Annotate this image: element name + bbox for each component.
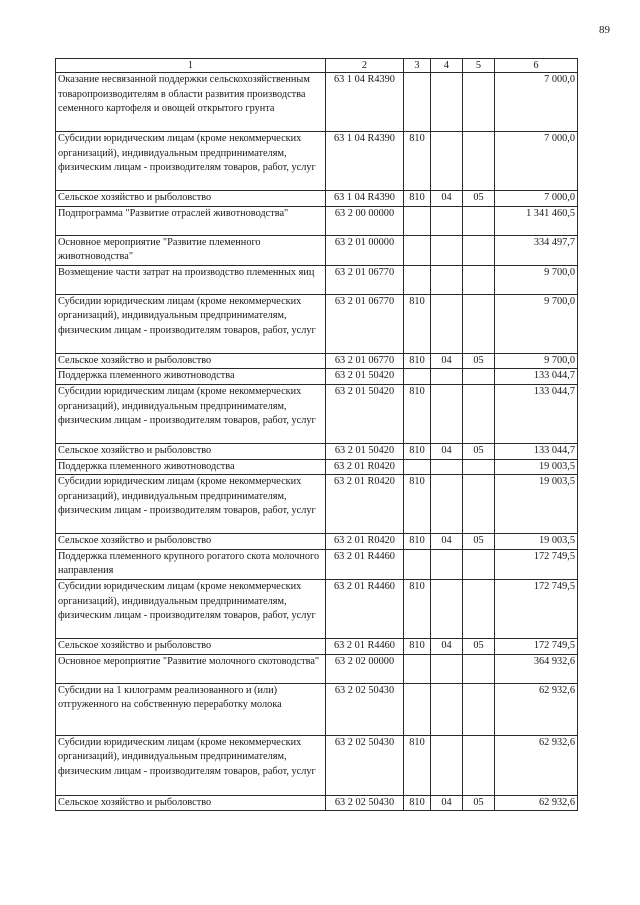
- row-rz-cell: 04: [431, 353, 463, 369]
- row-amount-cell: 19 003,5: [495, 534, 578, 550]
- row-name-cell: Сельское хозяйство и рыболовство: [56, 638, 326, 654]
- row-code-cell: 63 2 02 50430: [326, 735, 404, 795]
- row-rz-cell: 04: [431, 795, 463, 811]
- row-pr-cell: 05: [463, 353, 495, 369]
- row-amount-cell: 19 003,5: [495, 475, 578, 534]
- row-vr-cell: 810: [404, 384, 431, 443]
- row-code-cell: 63 2 01 00000: [326, 235, 404, 265]
- row-pr-cell: [463, 206, 495, 235]
- row-name-cell: Поддержка племенного крупного рогатого скота молочного направления: [56, 549, 326, 579]
- row-pr-cell: 05: [463, 534, 495, 550]
- table-row: [56, 235, 578, 265]
- table-row: [56, 265, 578, 294]
- table-row: [56, 534, 578, 550]
- header-row: [56, 59, 578, 73]
- row-vr-cell: [404, 265, 431, 294]
- row-amount-cell: 334 497,7: [495, 235, 578, 265]
- row-code-cell: 63 1 04 R4390: [326, 73, 404, 132]
- row-name-cell: Субсидии юридическим лицам (кроме некоммерческих организаций), индивидуальным предпринимателям, физическим лицам - производителям товаров, работ, услуг: [56, 475, 326, 534]
- row-name-cell: Субсидии юридическим лицам (кроме некоммерческих организаций), индивидуальным предпринимателям, физическим лицам - производителям товаров, работ, услуг: [56, 735, 326, 795]
- row-rz-cell: [431, 206, 463, 235]
- row-code-cell: 63 2 02 50430: [326, 795, 404, 811]
- budget-table: [55, 58, 578, 811]
- row-code-cell: 63 2 01 R4460: [326, 549, 404, 579]
- row-vr-cell: [404, 73, 431, 132]
- table-row: [56, 683, 578, 735]
- row-vr-cell: [404, 654, 431, 683]
- row-name-cell: Подпрограмма "Развитие отраслей животноводства": [56, 206, 326, 235]
- row-name-cell: Сельское хозяйство и рыболовство: [56, 353, 326, 369]
- row-rz-cell: 04: [431, 638, 463, 654]
- row-code-cell: 63 2 01 R0420: [326, 534, 404, 550]
- row-rz-cell: 04: [431, 443, 463, 459]
- row-name-cell: Поддержка племенного животноводства: [56, 369, 326, 385]
- row-pr-cell: [463, 294, 495, 353]
- row-vr-cell: 810: [404, 132, 431, 191]
- table-row: [56, 191, 578, 207]
- row-rz-cell: [431, 265, 463, 294]
- row-amount-cell: 364 932,6: [495, 654, 578, 683]
- table-row: [56, 735, 578, 795]
- row-rz-cell: 04: [431, 191, 463, 207]
- row-code-cell: 63 2 01 R4460: [326, 579, 404, 638]
- column-header: 1: [56, 59, 326, 73]
- row-pr-cell: 05: [463, 191, 495, 207]
- row-vr-cell: [404, 206, 431, 235]
- table-row: [56, 206, 578, 235]
- row-rz-cell: [431, 735, 463, 795]
- row-rz-cell: [431, 369, 463, 385]
- row-pr-cell: [463, 384, 495, 443]
- row-name-cell: Возмещение части затрат на производство племенных яиц: [56, 265, 326, 294]
- row-name-cell: Сельское хозяйство и рыболовство: [56, 443, 326, 459]
- row-pr-cell: [463, 549, 495, 579]
- row-code-cell: 63 2 01 06770: [326, 265, 404, 294]
- row-name-cell: Основное мероприятие "Развитие племенного животноводства": [56, 235, 326, 265]
- row-name-cell: Сельское хозяйство и рыболовство: [56, 534, 326, 550]
- row-pr-cell: 05: [463, 795, 495, 811]
- table-row: [56, 443, 578, 459]
- row-rz-cell: [431, 459, 463, 475]
- table-row: [56, 579, 578, 638]
- row-amount-cell: 172 749,5: [495, 549, 578, 579]
- row-pr-cell: [463, 475, 495, 534]
- row-name-cell: Субсидии юридическим лицам (кроме некоммерческих организаций), индивидуальным предпринимателям, физическим лицам - производителям товаров, работ, услуг: [56, 132, 326, 191]
- row-pr-cell: 05: [463, 443, 495, 459]
- column-header: 5: [463, 59, 495, 73]
- row-name-cell: Сельское хозяйство и рыболовство: [56, 191, 326, 207]
- table-row: [56, 132, 578, 191]
- row-amount-cell: 7 000,0: [495, 73, 578, 132]
- row-pr-cell: [463, 579, 495, 638]
- row-amount-cell: 62 932,6: [495, 795, 578, 811]
- table-row: [56, 654, 578, 683]
- row-rz-cell: [431, 235, 463, 265]
- row-vr-cell: [404, 549, 431, 579]
- row-amount-cell: 133 044,7: [495, 384, 578, 443]
- row-vr-cell: [404, 369, 431, 385]
- row-amount-cell: 7 000,0: [495, 191, 578, 207]
- table-row: [56, 459, 578, 475]
- row-vr-cell: 810: [404, 534, 431, 550]
- row-vr-cell: 810: [404, 475, 431, 534]
- row-pr-cell: [463, 132, 495, 191]
- row-pr-cell: [463, 235, 495, 265]
- row-name-cell: Субсидии юридическим лицам (кроме некоммерческих организаций), индивидуальным предпринимателям, физическим лицам - производителям товаров, работ, услуг: [56, 384, 326, 443]
- row-pr-cell: [463, 654, 495, 683]
- row-vr-cell: 810: [404, 353, 431, 369]
- row-pr-cell: [463, 369, 495, 385]
- row-rz-cell: [431, 654, 463, 683]
- row-vr-cell: 810: [404, 638, 431, 654]
- row-rz-cell: [431, 683, 463, 735]
- row-vr-cell: 810: [404, 735, 431, 795]
- row-vr-cell: [404, 459, 431, 475]
- table-row: [56, 475, 578, 534]
- row-amount-cell: 19 003,5: [495, 459, 578, 475]
- row-name-cell: Субсидии на 1 килограмм реализованного и (или) отгруженного на собственную переработку молока: [56, 683, 326, 735]
- row-code-cell: 63 1 04 R4390: [326, 191, 404, 207]
- row-rz-cell: [431, 384, 463, 443]
- row-amount-cell: 9 700,0: [495, 294, 578, 353]
- table-body: [56, 73, 578, 811]
- row-amount-cell: 7 000,0: [495, 132, 578, 191]
- row-code-cell: 63 2 02 50430: [326, 683, 404, 735]
- row-code-cell: 63 2 01 R0420: [326, 475, 404, 534]
- row-rz-cell: [431, 579, 463, 638]
- table-row: [56, 353, 578, 369]
- row-pr-cell: [463, 683, 495, 735]
- row-name-cell: Сельское хозяйство и рыболовство: [56, 795, 326, 811]
- row-pr-cell: [463, 265, 495, 294]
- row-amount-cell: 133 044,7: [495, 369, 578, 385]
- row-pr-cell: 05: [463, 638, 495, 654]
- row-rz-cell: [431, 132, 463, 191]
- row-name-cell: Субсидии юридическим лицам (кроме некоммерческих организаций), индивидуальным предпринимателям, физическим лицам - производителям товаров, работ, услуг: [56, 294, 326, 353]
- row-amount-cell: 1 341 460,5: [495, 206, 578, 235]
- row-rz-cell: [431, 549, 463, 579]
- row-name-cell: Основное мероприятие "Развитие молочного скотоводства": [56, 654, 326, 683]
- row-amount-cell: 9 700,0: [495, 353, 578, 369]
- row-code-cell: 63 2 01 06770: [326, 294, 404, 353]
- row-vr-cell: 810: [404, 795, 431, 811]
- row-name-cell: Поддержка племенного животноводства: [56, 459, 326, 475]
- column-header: 6: [495, 59, 578, 73]
- row-code-cell: 63 2 01 R0420: [326, 459, 404, 475]
- column-header: 2: [326, 59, 404, 73]
- row-vr-cell: [404, 235, 431, 265]
- column-header: 3: [404, 59, 431, 73]
- table-row: [56, 384, 578, 443]
- row-code-cell: 63 2 02 00000: [326, 654, 404, 683]
- row-vr-cell: 810: [404, 294, 431, 353]
- row-code-cell: 63 2 01 06770: [326, 353, 404, 369]
- row-vr-cell: [404, 683, 431, 735]
- row-amount-cell: 172 749,5: [495, 638, 578, 654]
- row-code-cell: 63 2 00 00000: [326, 206, 404, 235]
- row-vr-cell: 810: [404, 443, 431, 459]
- table-row: [56, 369, 578, 385]
- table-row: [56, 795, 578, 811]
- row-amount-cell: 172 749,5: [495, 579, 578, 638]
- row-pr-cell: [463, 735, 495, 795]
- row-code-cell: 63 1 04 R4390: [326, 132, 404, 191]
- row-code-cell: 63 2 01 50420: [326, 443, 404, 459]
- row-rz-cell: [431, 475, 463, 534]
- row-vr-cell: 810: [404, 191, 431, 207]
- row-name-cell: Оказание несвязанной поддержки сельскохозяйственным товаропроизводителям в области развития производства семенного картофеля и овощей открытого грунта: [56, 73, 326, 132]
- column-header: 4: [431, 59, 463, 73]
- row-name-cell: Субсидии юридическим лицам (кроме некоммерческих организаций), индивидуальным предпринимателям, физическим лицам - производителям товаров, работ, услуг: [56, 579, 326, 638]
- row-code-cell: 63 2 01 50420: [326, 384, 404, 443]
- table-row: [56, 549, 578, 579]
- row-rz-cell: 04: [431, 534, 463, 550]
- table-row: [56, 73, 578, 132]
- row-vr-cell: 810: [404, 579, 431, 638]
- page-number: 89: [599, 24, 610, 36]
- row-pr-cell: [463, 73, 495, 132]
- row-rz-cell: [431, 294, 463, 353]
- row-amount-cell: 62 932,6: [495, 735, 578, 795]
- table-row: [56, 638, 578, 654]
- row-rz-cell: [431, 73, 463, 132]
- row-amount-cell: 133 044,7: [495, 443, 578, 459]
- table-row: [56, 294, 578, 353]
- row-amount-cell: 9 700,0: [495, 265, 578, 294]
- row-amount-cell: 62 932,6: [495, 683, 578, 735]
- row-code-cell: 63 2 01 R4460: [326, 638, 404, 654]
- row-code-cell: 63 2 01 50420: [326, 369, 404, 385]
- row-pr-cell: [463, 459, 495, 475]
